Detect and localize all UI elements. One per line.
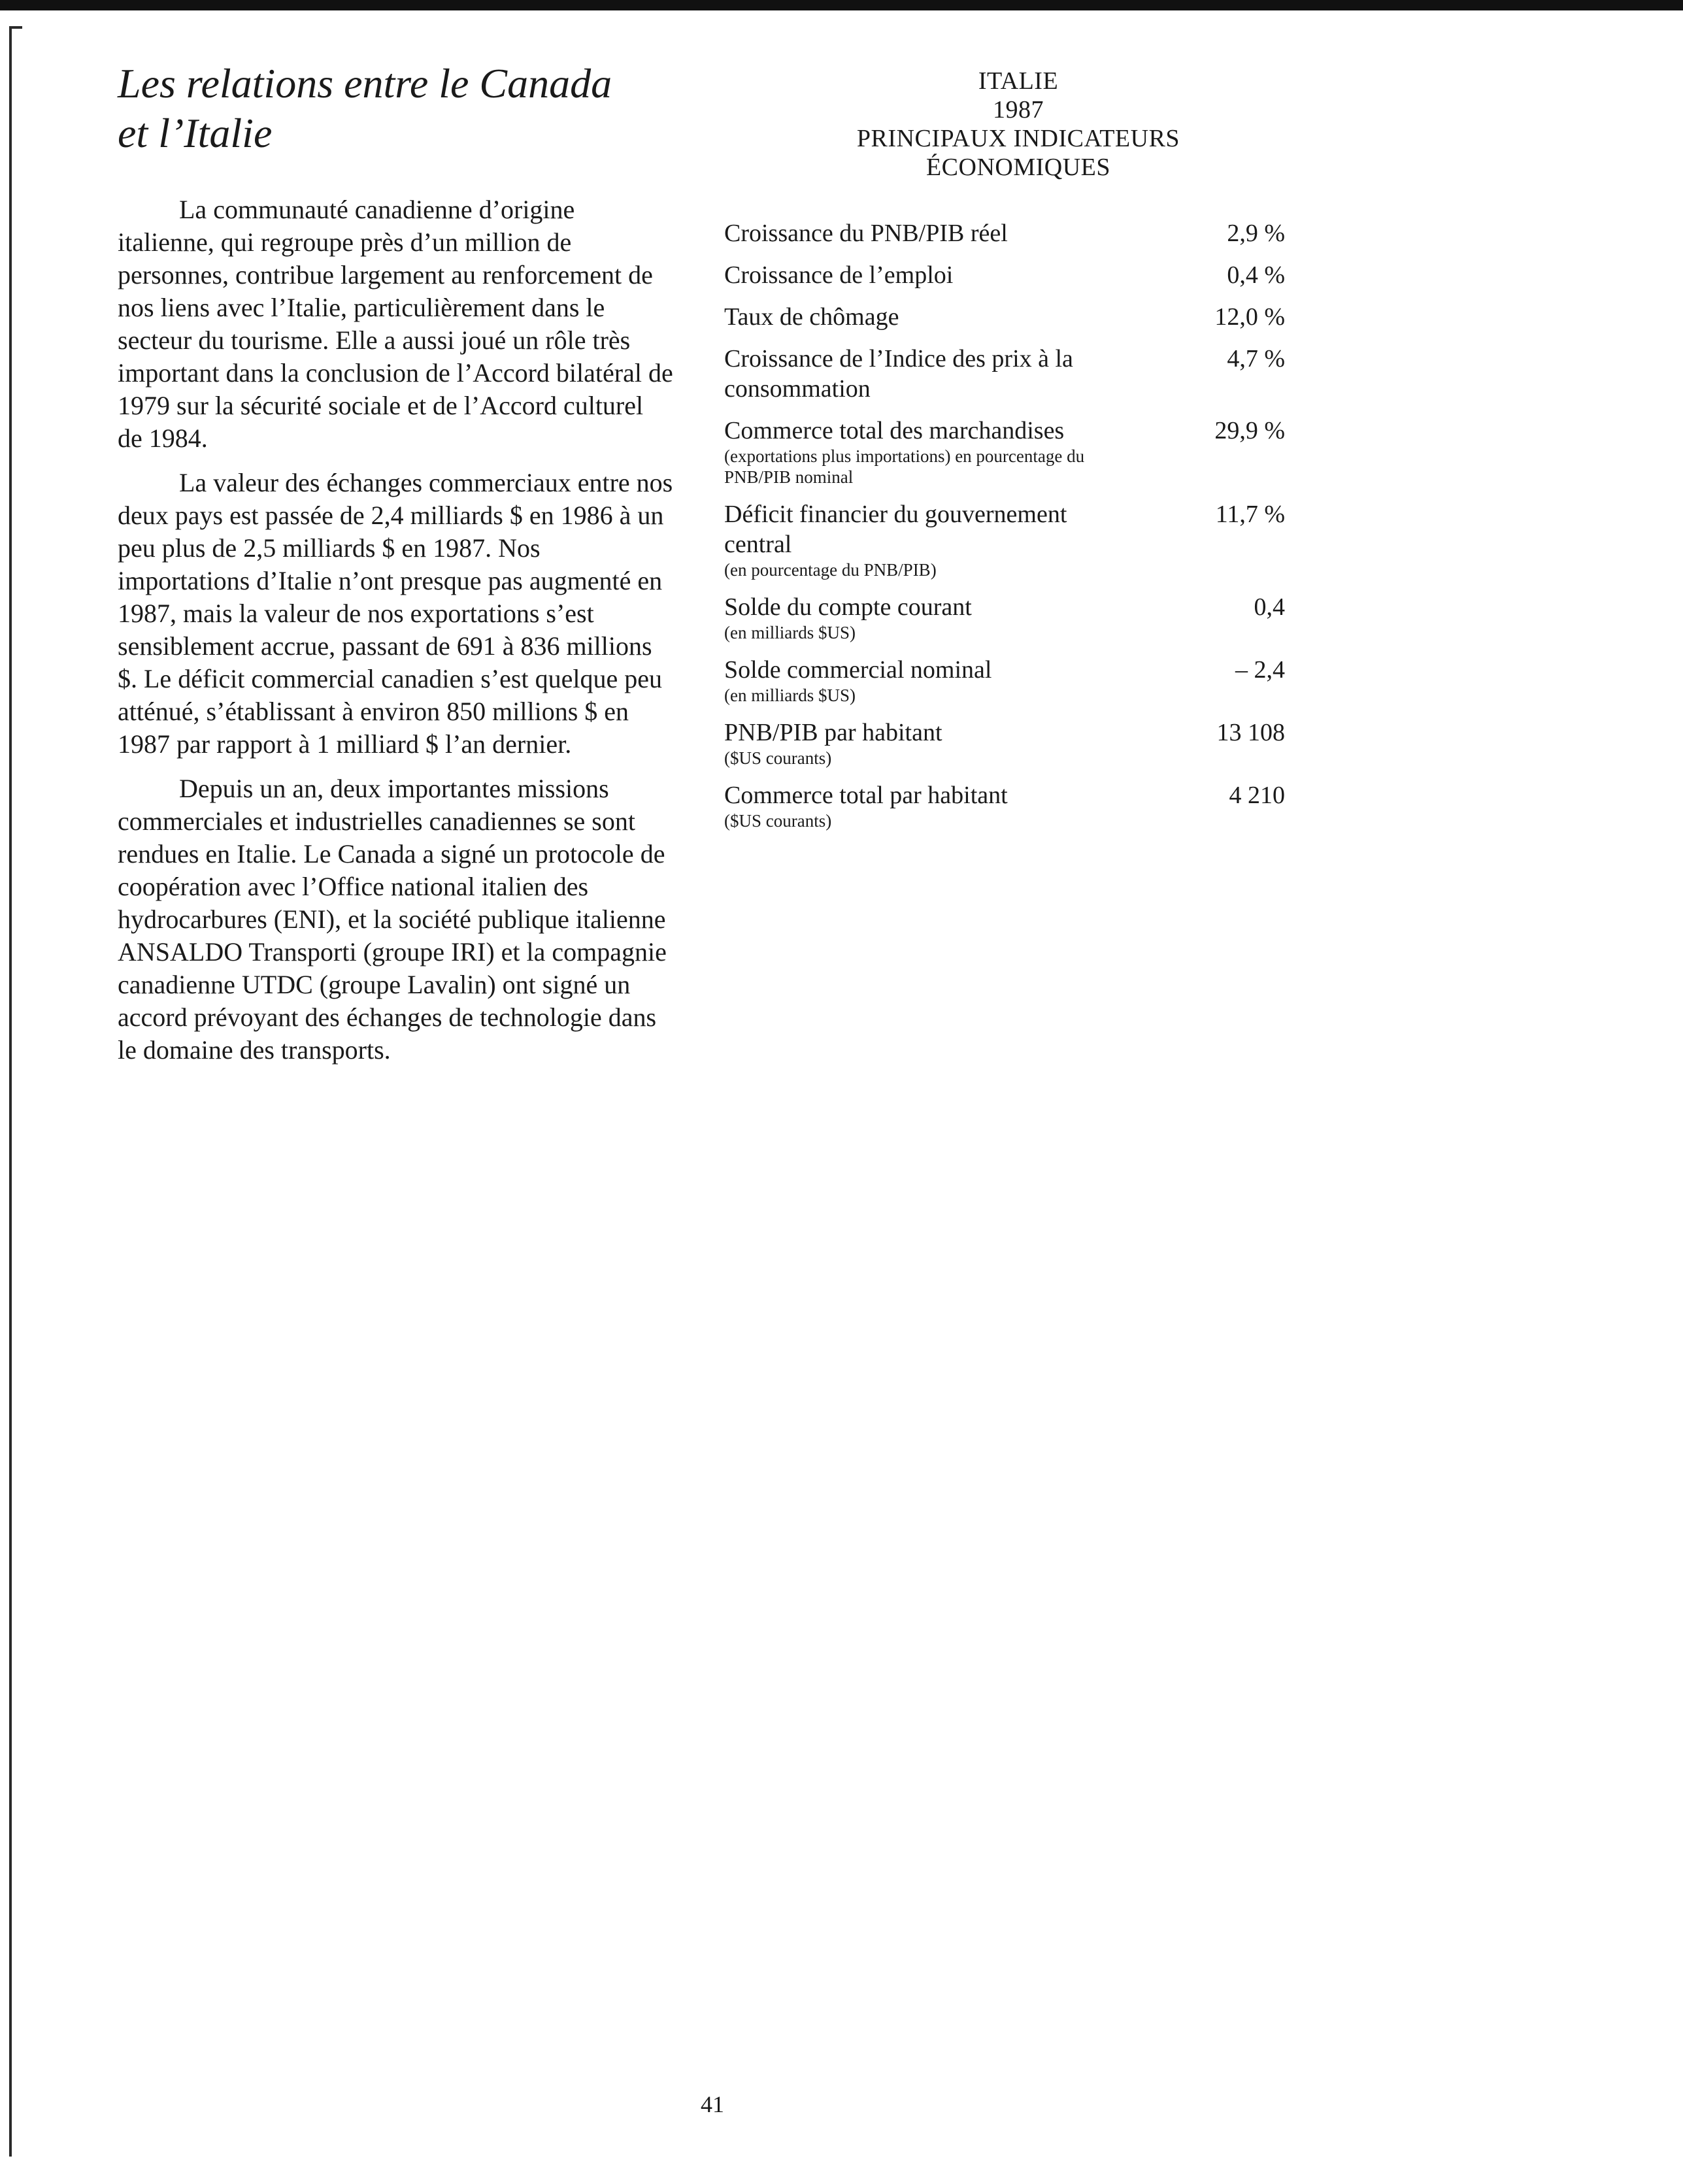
indicator-text [724, 780, 1129, 831]
indicator-note: (exportations plus importations) en pourcentage du PNB/PIB nominal [724, 446, 1085, 487]
indicator-label: Croissance de l’emploi [724, 261, 954, 289]
page-number: 41 [701, 2091, 724, 2117]
indicator-label: Commerce total par habitant [724, 782, 1008, 809]
indicator-value: 29,9 % [1214, 417, 1285, 444]
left-margin-rule [9, 26, 12, 2157]
indicator-text [724, 499, 1129, 580]
indicator-note: (en milliards $US) [724, 623, 856, 642]
indicator-row-government-deficit [724, 499, 1286, 580]
indicator-row-cpi-growth [724, 344, 1286, 404]
indicator-note: ($US courants) [724, 748, 832, 768]
table-header-country: ITALIE [978, 67, 1059, 95]
indicator-value: – 2,4 [1235, 656, 1285, 684]
indicator-value: 12,0 % [1214, 303, 1285, 331]
indicator-row-gdp-per-capita [724, 718, 1286, 769]
indicator-label: Solde du compte courant [724, 593, 972, 621]
indicators-table [724, 67, 1286, 843]
indicator-value: 4 210 [1229, 782, 1285, 809]
article-column [118, 59, 673, 1078]
indicator-text [724, 718, 1129, 769]
indicator-label: Taux de chômage [724, 303, 899, 331]
article-title-line-1: Les relations entre le Canada [118, 60, 612, 107]
indicator-row-employment-growth [724, 260, 1286, 290]
indicator-value: 11,7 % [1215, 501, 1285, 528]
indicator-value: 13 108 [1216, 719, 1285, 746]
table-header-title: PRINCIPAUX INDICATEURS [856, 125, 1180, 152]
indicator-row-gdp-growth [724, 218, 1286, 248]
indicator-label: Commerce total des marchandises [724, 417, 1065, 444]
indicator-note: (en milliards $US) [724, 686, 856, 705]
indicator-label: Déficit financier du gouvernement central [724, 501, 1067, 558]
top-border [0, 0, 1683, 10]
indicator-row-current-account-balance [724, 592, 1286, 643]
article-paragraph-1: La communauté canadienne d’origine italienne, qui regroupe près d’un million de personnes, contribue largement au renforcement de nos liens avec l’Italie, particulièrement dans le secteur du tourisme. Elle a aussi joué un rôle très important dans la conclusion de l’Accord bilatéral de 1979 sur la sécurité sociale et de l’Accord culturel de 1984. [118, 195, 673, 453]
table-header-subtitle: ÉCONOMIQUES [925, 154, 1111, 181]
indicator-label: Croissance du PNB/PIB réel [724, 220, 1008, 247]
indicator-text [724, 302, 1129, 332]
indicator-label: Solde commercial nominal [724, 656, 992, 684]
indicator-text [724, 260, 1129, 290]
indicator-value: 2,9 % [1227, 220, 1285, 247]
indicator-text [724, 416, 1129, 488]
indicator-note: (en pourcentage du PNB/PIB) [724, 560, 937, 580]
indicator-value: 0,4 [1254, 593, 1285, 621]
article-title [118, 59, 673, 158]
indicator-value: 0,4 % [1227, 261, 1285, 289]
indicator-text [724, 218, 1129, 248]
indicator-value: 4,7 % [1227, 345, 1285, 372]
indicator-row-total-merchandise-trade [724, 416, 1286, 488]
article-paragraph-2: La valeur des échanges commerciaux entre nos deux pays est passée de 2,4 milliards $ en 1986 à un peu plus de 2,5 milliards $ en 1987. Nos importations d’Italie n’ont presque pas augmenté en 1987, mais la valeur de nos exportations s’est sensiblement accrue, passant de 691 à 836 millions $. Le déficit commercial canadien s’est quelque peu atténué, s’établissant à environ 850 millions $ en 1987 par rapport à 1 milliard $ l’an dernier. [118, 468, 673, 759]
indicator-text [724, 592, 1129, 643]
indicator-row-nominal-trade-balance [724, 655, 1286, 706]
left-margin-rule-tick [9, 26, 22, 29]
indicators-table-header [750, 67, 1286, 182]
indicator-text [724, 344, 1129, 404]
indicator-label: Croissance de l’Indice des prix à la consommation [724, 345, 1073, 403]
article-paragraph-3: Depuis un an, deux importantes missions commerciales et industrielles canadiennes se sont rendues en Italie. Le Canada a signé un protocole de coopération avec l’Office national italien des hydrocarbures (ENI), et la société publique italienne ANSALDO Transporti (groupe IRI) et la compagnie canadienne UTDC (groupe Lavalin) ont signé un accord prévoyant des échanges de technologie dans le domaine des transports. [118, 774, 667, 1065]
indicator-label: PNB/PIB par habitant [724, 719, 942, 746]
indicator-row-unemployment-rate [724, 302, 1286, 332]
table-header-year: 1987 [993, 96, 1044, 124]
indicator-text [724, 655, 1129, 706]
article-title-line-2: et l’Italie [118, 110, 273, 156]
indicator-row-trade-per-capita [724, 780, 1286, 831]
indicator-note: ($US courants) [724, 811, 832, 831]
